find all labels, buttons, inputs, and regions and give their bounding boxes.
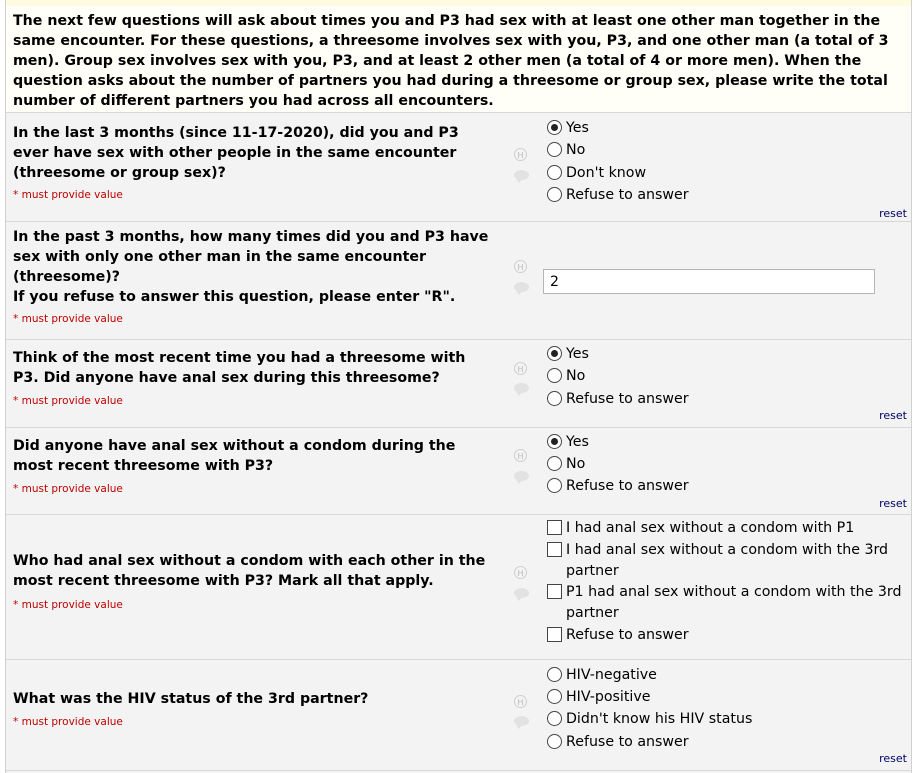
reset-link[interactable]: reset <box>879 752 907 765</box>
radio-button[interactable] <box>547 187 562 202</box>
required-note: * must provide value <box>13 395 123 407</box>
reset-link[interactable]: reset <box>879 497 907 510</box>
radio-button[interactable] <box>547 142 562 157</box>
comment-icon[interactable] <box>514 716 529 726</box>
question-row-q1 <box>6 113 911 222</box>
radio-button[interactable] <box>547 165 562 180</box>
question-note: If you refuse to answer this question, please enter "R". <box>13 289 456 305</box>
comment-icon[interactable] <box>514 282 529 292</box>
question-label: In the last 3 months (since 11-17-2020), did you and P3 ever have sex with other people in the same encounter (threesome or group sex)? <box>13 125 459 181</box>
radio-option-didnt-know[interactable]: Didn't know his HIV status <box>547 709 752 729</box>
count-input[interactable] <box>543 269 875 294</box>
comment-icon[interactable] <box>514 383 529 393</box>
radio-option-yes[interactable]: Yes <box>547 344 589 364</box>
radio-button[interactable] <box>547 346 562 361</box>
checkbox-option-refuse[interactable]: Refuse to answer <box>547 625 689 645</box>
question-label: Who had anal sex without a condom with each other in the most recent threesome with P3? Mark all that apply. <box>13 553 486 589</box>
reset-link[interactable]: reset <box>879 207 907 220</box>
radio-option-refuse[interactable]: Refuse to answer <box>547 732 689 752</box>
survey-form <box>5 0 912 773</box>
history-icon[interactable]: H <box>514 362 527 375</box>
comment-icon[interactable] <box>514 471 529 481</box>
question-row-q2 <box>6 222 911 340</box>
radio-button[interactable] <box>547 391 562 406</box>
radio-option-yes[interactable]: Yes <box>547 432 589 452</box>
history-icon[interactable]: H <box>514 260 527 273</box>
checkbox-option-label-cont: partner <box>566 563 619 579</box>
question-row-q6 <box>6 660 911 771</box>
history-icon[interactable]: H <box>514 449 527 462</box>
radio-option-refuse[interactable]: Refuse to answer <box>547 476 689 496</box>
radio-option-yes[interactable]: Yes <box>547 118 589 138</box>
radio-button[interactable] <box>547 689 562 704</box>
question-label: Did anyone have anal sex without a condom during the most recent threesome with P3? <box>13 438 456 474</box>
radio-option-hiv-positive[interactable]: HIV-positive <box>547 687 651 707</box>
required-note: * must provide value <box>13 189 123 201</box>
radio-button[interactable] <box>547 368 562 383</box>
radio-option-no[interactable]: No <box>547 454 585 474</box>
required-note: * must provide value <box>13 483 123 495</box>
radio-option-no[interactable]: No <box>547 140 585 160</box>
question-row-q5 <box>6 515 911 660</box>
checkbox[interactable] <box>547 520 562 535</box>
section-intro: The next few questions will ask about times you and P3 had sex with at least one other man together in the same encounter. For these questions, a threesome involves sex with you, P3, and one other man (a total of 3 men). Group sex involves sex with you, P3, and at least 2 other men (a total of 4 or more men). When the question asks about the number of partners you had during a threesome or group sex, please write the total number of different partners you had across all encounters. <box>6 6 911 113</box>
checkbox-option-i-p1[interactable]: I had anal sex without a condom with P1 <box>547 518 854 538</box>
radio-button[interactable] <box>547 478 562 493</box>
checkbox[interactable] <box>547 627 562 642</box>
required-note: * must provide value <box>13 599 123 611</box>
radio-button[interactable] <box>547 667 562 682</box>
checkbox-option-p1-3rd[interactable]: P1 had anal sex without a condom with the 3rd <box>547 582 901 602</box>
radio-button[interactable] <box>547 456 562 471</box>
question-row-q4 <box>6 428 911 515</box>
history-icon[interactable]: H <box>514 148 527 161</box>
checkbox[interactable] <box>547 584 562 599</box>
radio-option-refuse[interactable]: Refuse to answer <box>547 185 689 205</box>
history-icon[interactable]: H <box>514 566 527 579</box>
reset-link[interactable]: reset <box>879 409 907 422</box>
checkbox[interactable] <box>547 542 562 557</box>
radio-option-hiv-negative[interactable]: HIV-negative <box>547 665 657 685</box>
radio-button[interactable] <box>547 711 562 726</box>
checkbox-option-label-cont: partner <box>566 605 619 621</box>
comment-icon[interactable] <box>514 170 529 180</box>
required-note: * must provide value <box>13 716 123 728</box>
radio-button[interactable] <box>547 734 562 749</box>
checkbox-option-i-3rd[interactable]: I had anal sex without a condom with the 3rd <box>547 540 888 560</box>
question-label: In the past 3 months, how many times did you and P3 have sex with only one other man in the same encounter (threesome)? <box>13 229 489 285</box>
radio-option-no[interactable]: No <box>547 366 585 386</box>
question-row-q3 <box>6 340 911 428</box>
required-note: * must provide value <box>13 313 123 325</box>
radio-button[interactable] <box>547 434 562 449</box>
radio-button[interactable] <box>547 120 562 135</box>
question-label: Think of the most recent time you had a threesome with P3. Did anyone have anal sex during this threesome? <box>13 350 466 386</box>
radio-option-refuse[interactable]: Refuse to answer <box>547 389 689 409</box>
radio-option-dont-know[interactable]: Don't know <box>547 163 646 183</box>
comment-icon[interactable] <box>514 588 529 598</box>
history-icon[interactable]: H <box>514 695 527 708</box>
question-label: What was the HIV status of the 3rd partner? <box>13 691 369 707</box>
